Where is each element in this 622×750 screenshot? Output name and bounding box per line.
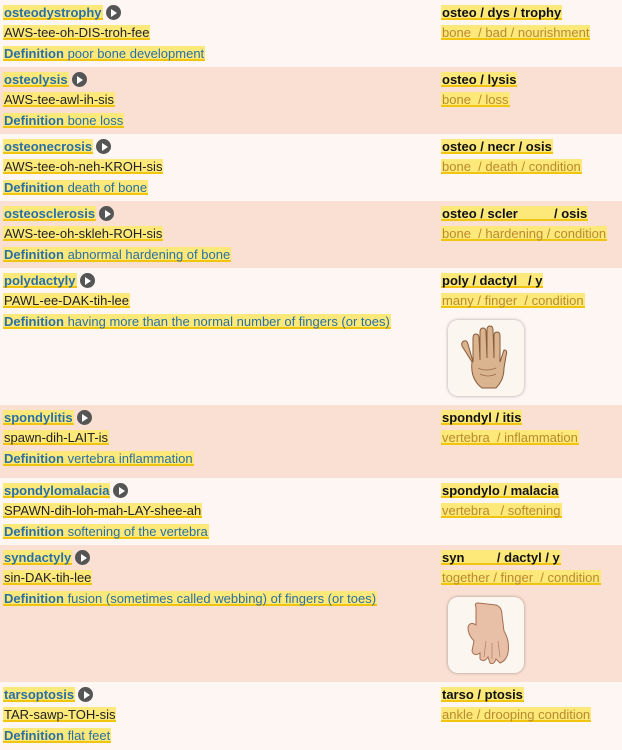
part-meanings-line bbox=[441, 502, 562, 519]
term-link[interactable]: osteonecrosis bbox=[4, 139, 93, 154]
part-meanings-line bbox=[441, 292, 585, 309]
pronunciation: AWS-tee-awl-ih-sis bbox=[4, 92, 115, 107]
definition-label: Definition bbox=[4, 314, 64, 329]
definition-text: softening of the vertebra bbox=[67, 524, 208, 539]
term-link[interactable]: osteosclerosis bbox=[4, 206, 96, 221]
word-parts: osteo / necr / osis bbox=[442, 139, 552, 154]
term-link[interactable]: spondylitis bbox=[4, 410, 73, 425]
definition-line bbox=[3, 450, 194, 467]
part-meanings: vertebra / inflammation bbox=[442, 430, 578, 445]
term-entry bbox=[0, 268, 622, 405]
definition-label: Definition bbox=[4, 46, 64, 61]
part-meanings: many / finger / condition bbox=[442, 293, 584, 308]
part-meanings: vertebra / softening bbox=[442, 503, 561, 518]
term-link[interactable]: spondylomalacia bbox=[4, 483, 110, 498]
word-parts-line bbox=[441, 138, 553, 155]
play-audio-icon[interactable] bbox=[78, 687, 93, 702]
part-meanings-line bbox=[441, 706, 591, 723]
term-link[interactable]: syndactyly bbox=[4, 550, 72, 565]
definition-label: Definition bbox=[4, 524, 64, 539]
play-audio-icon[interactable] bbox=[75, 550, 90, 565]
term-entry bbox=[0, 405, 622, 478]
definition-line bbox=[3, 523, 209, 540]
word-parts-line bbox=[441, 272, 543, 289]
pronunciation-line bbox=[3, 569, 92, 586]
part-meanings: ankle / drooping condition bbox=[442, 707, 591, 722]
definition-label: Definition bbox=[4, 591, 64, 606]
definition-text: fusion (sometimes called webbing) of fingers (or toes) bbox=[67, 591, 377, 606]
word-parts-line bbox=[441, 71, 517, 88]
play-audio-icon[interactable] bbox=[96, 139, 111, 154]
part-meanings-line bbox=[441, 24, 590, 41]
term-link[interactable]: tarsoptosis bbox=[4, 687, 75, 702]
definition-text: vertebra inflammation bbox=[67, 451, 193, 466]
play-audio-icon[interactable] bbox=[77, 410, 92, 425]
word-parts: osteo / scler / osis bbox=[442, 206, 588, 221]
webbed-hand-image bbox=[448, 597, 524, 673]
word-parts-line bbox=[441, 4, 562, 21]
definition-line bbox=[3, 246, 231, 263]
definition-label: Definition bbox=[4, 180, 64, 195]
definition-text: flat feet bbox=[67, 728, 111, 743]
play-audio-icon[interactable] bbox=[80, 273, 95, 288]
word-parts: osteo / dys / trophy bbox=[442, 5, 562, 20]
pronunciation: PAWL-ee-DAK-tih-lee bbox=[4, 293, 129, 308]
term-link[interactable]: osteolysis bbox=[4, 72, 68, 87]
term-entry bbox=[0, 545, 622, 682]
pronunciation: spawn-dih-LAIT-is bbox=[4, 430, 109, 445]
term-entry bbox=[0, 0, 622, 67]
word-parts: spondylo / malacia bbox=[442, 483, 559, 498]
term-entry bbox=[0, 478, 622, 545]
definition-line bbox=[3, 313, 391, 330]
definition-text: poor bone development bbox=[67, 46, 205, 61]
term-line bbox=[3, 272, 95, 289]
pronunciation: AWS-tee-oh-neh-KROH-sis bbox=[4, 159, 163, 174]
definition-label: Definition bbox=[4, 451, 64, 466]
part-meanings-line bbox=[441, 225, 607, 242]
term-line bbox=[3, 482, 128, 499]
word-parts-line bbox=[441, 549, 561, 566]
pronunciation-line bbox=[3, 502, 202, 519]
term-entry bbox=[0, 134, 622, 201]
pronunciation: AWS-tee-oh-skleh-ROH-sis bbox=[4, 226, 163, 241]
pronunciation-line bbox=[3, 225, 163, 242]
pronunciation-line bbox=[3, 292, 130, 309]
term-entry bbox=[0, 201, 622, 268]
pronunciation-line bbox=[3, 429, 109, 446]
pronunciation: TAR-sawp-TOH-sis bbox=[4, 707, 116, 722]
definition-label: Definition bbox=[4, 113, 64, 128]
part-meanings: bone / loss bbox=[442, 92, 509, 107]
word-parts: spondyl / itis bbox=[442, 410, 522, 425]
play-audio-icon[interactable] bbox=[106, 5, 121, 20]
term-line bbox=[3, 138, 111, 155]
pronunciation-line bbox=[3, 91, 115, 108]
part-meanings-line bbox=[441, 429, 579, 446]
word-parts: poly / dactyl / y bbox=[442, 273, 543, 288]
term-line bbox=[3, 205, 114, 222]
pronunciation-line bbox=[3, 24, 150, 41]
definition-line bbox=[3, 45, 205, 62]
definition-text: abnormal hardening of bone bbox=[67, 247, 231, 262]
definition-line bbox=[3, 727, 111, 744]
part-meanings: bone / bad / nourishment bbox=[442, 25, 590, 40]
word-parts-line bbox=[441, 205, 588, 222]
six-finger-hand-image bbox=[448, 320, 524, 396]
word-parts-line bbox=[441, 409, 522, 426]
part-meanings: together / finger / condition bbox=[442, 570, 600, 585]
term-line bbox=[3, 549, 90, 566]
word-parts-line bbox=[441, 686, 524, 703]
play-audio-icon[interactable] bbox=[72, 72, 87, 87]
word-parts: syn / dactyl / y bbox=[442, 550, 560, 565]
term-entry bbox=[0, 682, 622, 750]
definition-line bbox=[3, 590, 377, 607]
definition-text: death of bone bbox=[67, 180, 148, 195]
term-line bbox=[3, 409, 92, 426]
term-line bbox=[3, 4, 121, 21]
part-meanings-line bbox=[441, 158, 582, 175]
pronunciation: SPAWN-dih-loh-mah-LAY-shee-ah bbox=[4, 503, 202, 518]
definition-label: Definition bbox=[4, 247, 64, 262]
part-meanings: bone / death / condition bbox=[442, 159, 581, 174]
definition-text: bone loss bbox=[67, 113, 124, 128]
term-line bbox=[3, 686, 93, 703]
word-parts: tarso / ptosis bbox=[442, 687, 523, 702]
pronunciation-line bbox=[3, 158, 163, 175]
definition-line bbox=[3, 112, 124, 129]
part-meanings-line bbox=[441, 91, 510, 108]
word-parts: osteo / lysis bbox=[442, 72, 517, 87]
pronunciation: AWS-tee-oh-DIS-troh-fee bbox=[4, 25, 150, 40]
pronunciation-line bbox=[3, 706, 116, 723]
pronunciation: sin-DAK-tih-lee bbox=[4, 570, 92, 585]
definition-label: Definition bbox=[4, 728, 64, 743]
term-link[interactable]: polydactyly bbox=[4, 273, 76, 288]
term-link[interactable]: osteodystrophy bbox=[4, 5, 102, 20]
part-meanings-line bbox=[441, 569, 601, 586]
part-meanings: bone / hardening / condition bbox=[442, 226, 607, 241]
play-audio-icon[interactable] bbox=[113, 483, 128, 498]
play-audio-icon[interactable] bbox=[99, 206, 114, 221]
definition-text: having more than the normal number of fingers (or toes) bbox=[67, 314, 390, 329]
definition-line bbox=[3, 179, 148, 196]
term-entry bbox=[0, 67, 622, 134]
word-parts-line bbox=[441, 482, 559, 499]
term-line bbox=[3, 71, 87, 88]
